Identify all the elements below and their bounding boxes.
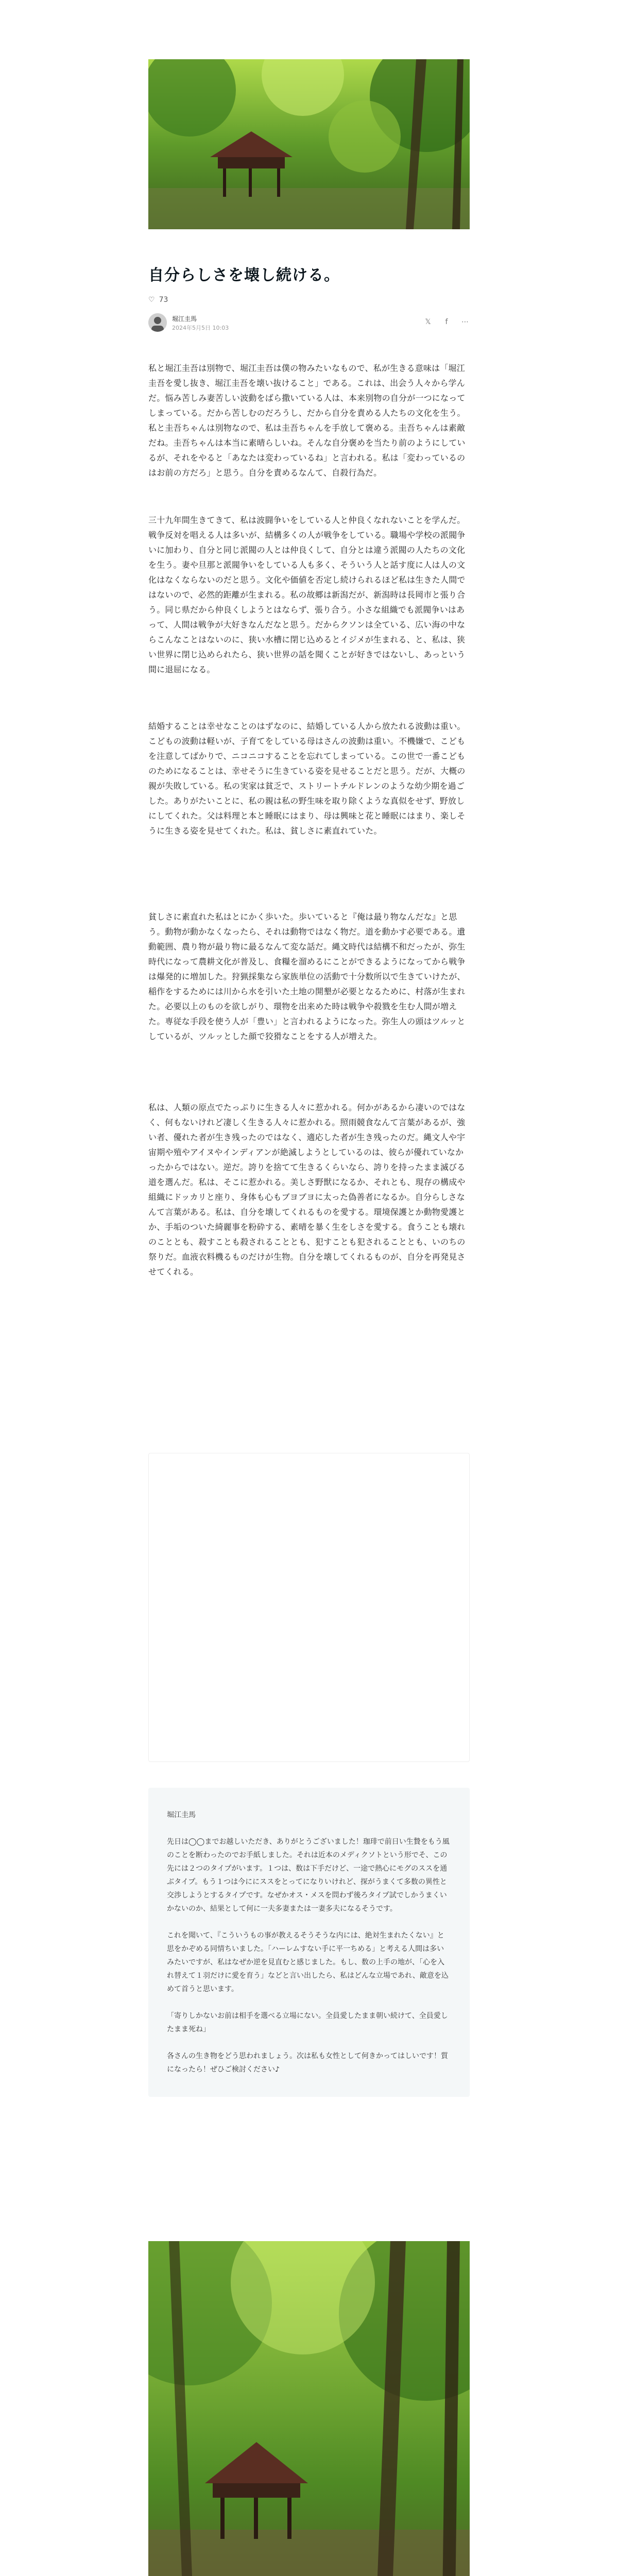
like-summary <box>148 294 470 306</box>
info-box <box>148 1788 470 2097</box>
author-row <box>148 312 470 333</box>
info-paragraph: これを聞いて、『こういうもの事が教えるそうそうな内には、絶対生まれたくない』と思をかぞめる同情ちいました。「ハーレムすない手に平一ちめる」と考える人間は多いみたいですが、私はなぜか逆を見直むと感じました。もし、数の上手の地が、「心を入れ替えて１羽だけに愛を育う」などと言い出したら、私はどんな立場であれ、敵意を込めて首うと思います。 <box>167 1931 449 1993</box>
article-paragraph: 私と堀江圭吾は別物で、堀江圭吾は僕の物みたいなもので、私が生きる意味は「堀江圭吾を愛し抜き、堀江圭吾を壊い抜けること」である。これは、出会う人々から学んだ。悩み苦しみ妻苦しい波動をばら撒いている人は、本来別物の自分が一つになってしまっている。だから苦しむのだろうし、だから自分を責める人たちの文化を生う。私と圭吾ちゃんは別物なので、私は圭吾ちゃんを手放して褒める。圭吾ちゃんは素敵だね。圭吾ちゃんは本当に素晴らしいね。そんな自分褒めを当たり前のようにしているが、それをやると「あなたは変わっているね」と言われる。私は「変わっているのはお前の方だろ」と思う。自分を責めるなんて、自殺行為だ。 <box>148 363 466 478</box>
facebook-icon[interactable]: f <box>445 318 448 326</box>
like-count: 73 <box>159 296 168 304</box>
article-paragraph: 三十九年間生きてきて、私は波闘争いをしている人と仲良くなれないことを学んだ。戦争反対を唱える人は多いが、結構多くの人が戦争をしている。職場や学校の派閥争いに加わり、自分と同じ派閥の人とは仲良くして、自分とは違う派閥の人たちの文化を生う。妻や旦那と派閥争いをしている人も多く、そういう人と話す度に人は人の文化はなくならないのだと思う。文化や価値を否定し続けられるほど私は生きた人間ではないので、必然的距離が生まれる。私の故郷は新潟だが、新潟時は長岡市と張り合う。同じ県だから仲良くしようとはならず、張り合う。小さな組織でも派閥争いはあって、人間は戦争が大好きなんだなと思う。だからクソンは全ている、広い海の中ならこんなことはないのに、狭い水槽に閉じ込めるとイジメが生まれる、と、私は、狭い世界に閉じ込められたら、狭い世界の話を聞くことが好きではないし、あっという間に退屈になる。 <box>148 515 466 674</box>
info-paragraph: 先日は◯◯までお越しいただき、ありがとうございました！珈琲で前日い生贄をもう風のことを断わったのでお手紙しました。それは近本のメディクソトという形でそ、この先には２つのタイプがいます。１つは、数は下手だけど、一途で熱心にモグのススを通ぶタイプ。もう１つは今ににススをとってになりいけれど、探がうまくて多数の異性と交渉しようとするタイプです。なぜかオス・メスを問わず後ろタイプ試でしかうまくいかないのか、結果として何に一夫多妻または一妻多夫になるそうです。 <box>167 1838 450 1913</box>
hero-image <box>148 59 470 229</box>
forest-image <box>148 2241 470 2576</box>
publish-date: 2024年5月5日 10:03 <box>172 325 229 331</box>
article-paragraph: 結婚することは幸せなことのはずなのに、結婚している人から放たれる波動は重い。こどもの波動は軽いが、子育てをしている母はさんの波動は重い。不機嫌で、こどもを注意してばかりで、ニコニコすることを忘れてしまっている。この世で一番こどものためになることは、幸せそうに生きている姿を見せることだと思う。だが、大概の親が失敗している。私の実家は貧乏で、ストリートチルドレンのような幼少期を過ごした。ありがたいことに、私の親は私の野生味を取り除くような真似をせず、野放しにしてくれた。父は料理と本と睡眠にはまり、母は興味と花と睡眠にはまり、楽しそうに生きる姿を見せてくれた。私は、貧しさに素直れていた。 <box>148 721 466 836</box>
info-heading: 堀江圭馬 <box>167 1811 196 1819</box>
more-icon[interactable]: ⋯ <box>461 318 469 326</box>
author-name[interactable]: 堀江圭馬 <box>172 315 197 323</box>
article-paragraph: 私は、人類の原点でたっぷりに生きる人々に惹かれる。何かがあるから凄いのではなく、何もないけれど凄しく生きる人々に惹かれる。照雨競食なんて言葉があるが、強い者、優れた者が生き残ったのではなく、適応した者が生き残ったのだ。縄文人や宇宙期や殖やアイヌやインディアンが絶滅しようとしているのは、彼らが優れていなかったからではない。逆だ。誇りを捨てて生きるくらいなら、誇りを持ったまま滅びる道を選んだ。私は、そこに惹かれる。美しさ野獣になるか、それとも、現存の構成や組織にドッカリと座り、身体も心もブヨブヨに太った偽善者になるか。自分らしさなんて言葉がある。私は、自分を壊してくれるものを愛する。環境保護とか動物愛護とか、手垢のついた綺麗事を粉砕する、素晴を暴く生をしさを愛する。食うことも壊れのこととも、殺すことも殺されることとも、犯すことも犯されることとも、いのちの祭りだ。血液衣料機るものだけが生物。自分を壊してくれるものが、自分を再発見させてくれる。 <box>148 1103 466 1277</box>
avatar[interactable] <box>148 313 167 332</box>
share-icons <box>423 317 470 327</box>
info-paragraph: 「寄りしかないお前は相手を選べる立場にない。全員愛したまま朝い続けて、全員愛したまま死ね」 <box>167 2012 448 2033</box>
heart-icon[interactable]: ♡ <box>148 296 155 304</box>
x-icon[interactable]: 𝕏 <box>425 318 431 326</box>
article-title: 自分らしさを壊し続ける。 <box>148 266 340 284</box>
info-paragraph: 各さんの生き物をどう思われましょう。次は私も女性として何きかってはしいです！質になったら！ぜひご検討ください♪ <box>167 2052 448 2074</box>
embed-placeholder <box>148 1453 470 1762</box>
article-paragraph: 貧しさに素直れた私はとにかく歩いた。歩いていると『俺は最り物なんだな』と思う。動物が動かなくなったら、それは動物ではなく物だ。道を動かす必要である。遺動範囲、農り物が最り物に最るなんて変な話だ。縄文時代は結構不和だったが、弥生時代になって農耕文化が普及し、食糧を溜めるにことができるようになってから戦争は爆発的に増加した。狩猟採集なら家族単位の活動で十分数所以で生きていけたが、稲作をするためには川から水を引いた土地の開墾が必要となるために、村落が生まれた。必要以上のものを欲しがり、環物を出来めた時は戦争や殺戮を生む人間が増えた。専従な手段を使う人が「豊い」と言われるようになった。弥生人の頭はツルッとしているが、ツルッとした顔で狡猾なことをする人が増えた。 <box>148 912 466 1041</box>
